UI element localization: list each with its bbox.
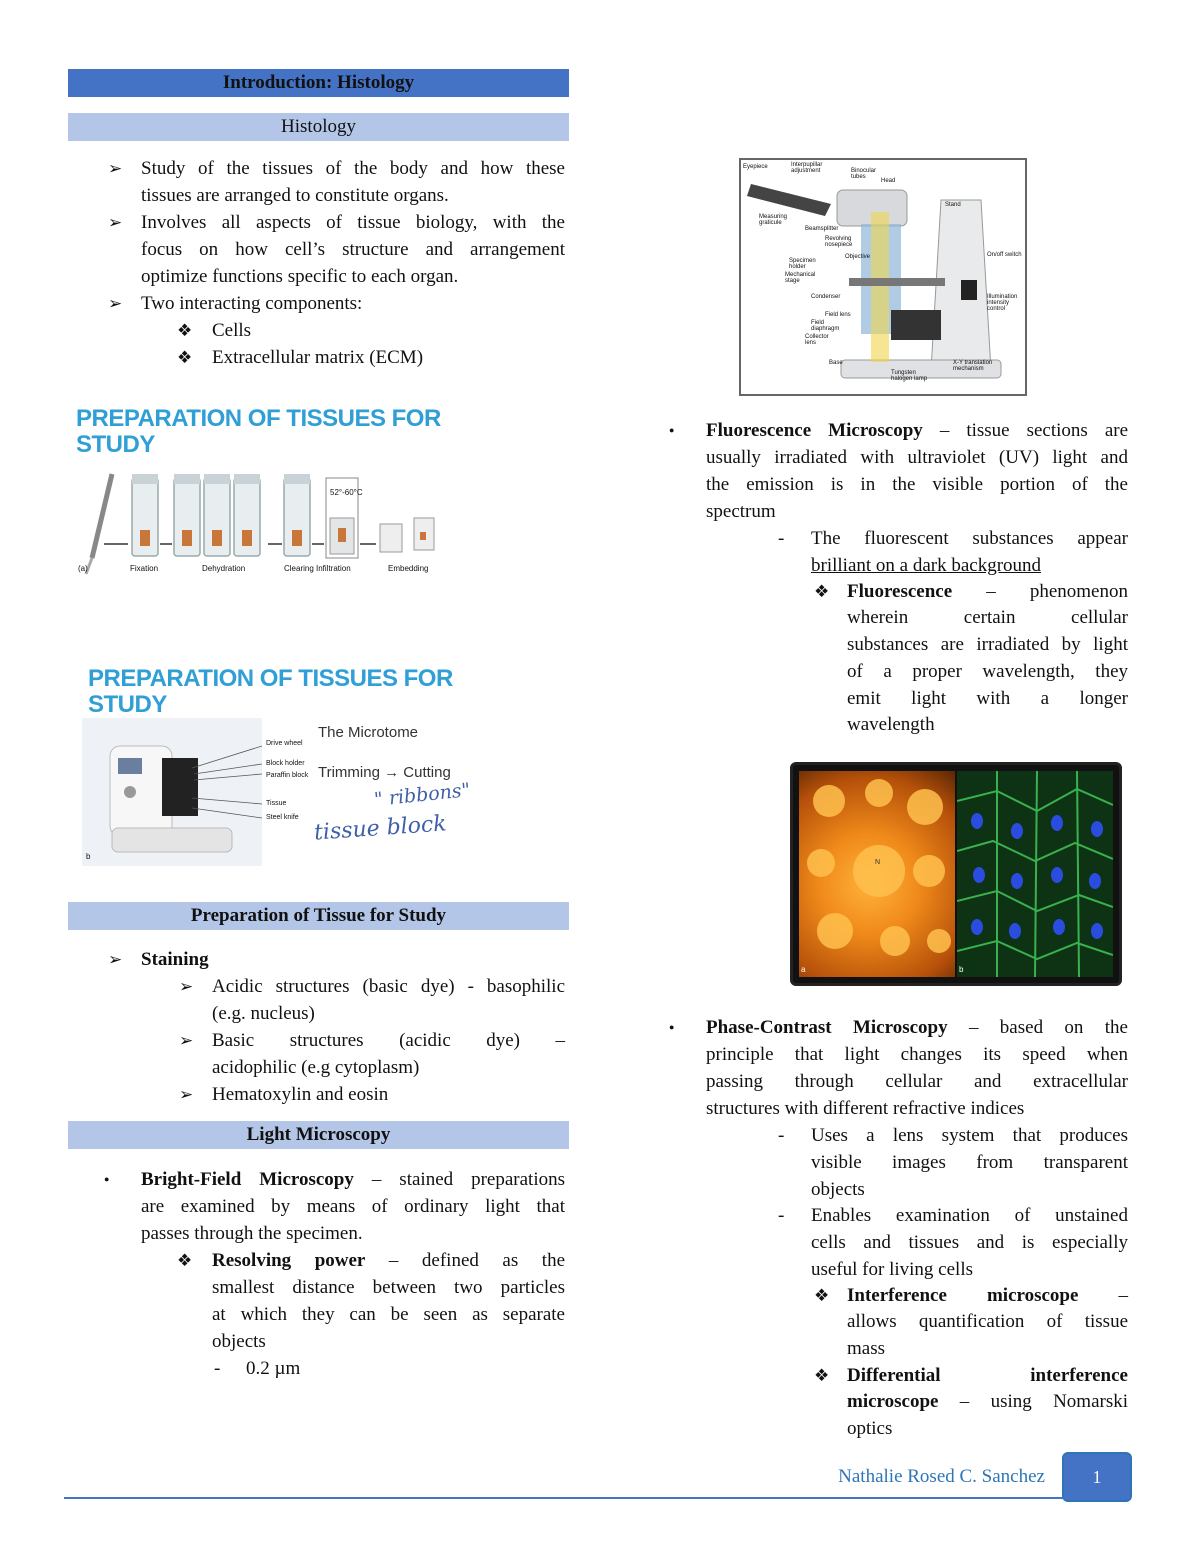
phase-line-3: passing through cellular and extracellular (706, 1071, 1128, 1092)
dash-bullet-icon: - (778, 528, 785, 549)
dash-bullet-icon: - (778, 1205, 785, 1226)
unstained-line-2: cells and tissues and is especially (811, 1232, 1128, 1253)
label-beamsplitter: Beamsplitter (805, 226, 839, 232)
unstained-line-3: useful for living cells (811, 1259, 973, 1280)
round-bullet-icon: ● (669, 1022, 675, 1032)
page-number: 1 (1062, 1452, 1132, 1502)
footer-divider (64, 1497, 1130, 1499)
section-bar-light-microscopy: Light Microscopy (68, 1121, 569, 1149)
histology-point-2-line-2: focus on how cell’s structure and arrangement (141, 239, 565, 260)
phase-line-4: structures with different refractive indices (706, 1098, 1025, 1119)
histology-point-1-line-2: tissues are arranged to constitute organs. (141, 185, 449, 206)
section-subtitle-histology: Histology (68, 113, 569, 141)
label-mechanical-stage: Mechanical stage (785, 272, 816, 284)
bright-field-line-1: Bright-Field Microscopy – stained preparations (141, 1169, 565, 1190)
lens-system-line-2: visible images from transparent (811, 1152, 1128, 1173)
part-steel-knife: Steel knife (266, 814, 299, 821)
microtome-heading: The Microtome (318, 724, 419, 741)
part-drive-wheel: Drive wheel (266, 740, 303, 747)
label-on-off-switch: On/off switch (987, 252, 1022, 258)
round-bullet-icon: ● (104, 1174, 110, 1184)
dic-line-2: microscope – using Nomarski (847, 1391, 1128, 1412)
label-measuring-graticule: Measuring graticule (759, 214, 788, 226)
diamond-bullet-icon: ❖ (814, 1366, 830, 1385)
fluorescence-line-2: usually irradiated with ultraviolet (UV) light and (706, 447, 1128, 468)
bright-field-line-2: are examined by means of ordinary light that (141, 1196, 565, 1217)
histology-point-2-line-1: Involves all aspects of tissue biology, with the (141, 212, 565, 233)
panel-label-b: b (959, 965, 964, 974)
diamond-bullet-icon: ❖ (814, 1286, 830, 1305)
dash-bullet-icon: - (214, 1358, 221, 1379)
slide-preparation-steps (68, 396, 468, 596)
histology-point-3: Two interacting components: (141, 293, 363, 314)
microtome-label-b: b (86, 852, 91, 861)
label-field-lens: Field lens (825, 312, 851, 318)
dic-line-3: optics (847, 1418, 893, 1439)
interference-line-3: mass (847, 1338, 885, 1359)
diamond-bullet-icon: ❖ (177, 1251, 193, 1270)
fluorescence-def-line-4: of a proper wavelength, they (847, 661, 1128, 682)
fluorescent-substances-line-2: brilliant on a dark background (811, 555, 1042, 576)
label-binocular-tubes: Binocular tubes (851, 168, 877, 180)
label-interpupillar: Interpupillar adjustment (791, 162, 823, 174)
part-block-holder: Block holder (266, 760, 305, 767)
fluorescence-def-line-3: substances are irradiated by light (847, 634, 1128, 655)
part-tissue: Tissue (266, 800, 287, 807)
microtome-process: Trimming → Cutting (318, 764, 451, 781)
fluorescent-substances-line-1: The fluorescent substances appear (811, 528, 1128, 549)
label-objective: Objective (845, 254, 871, 260)
tissue-preparation-illustration (68, 462, 468, 596)
acidic-line-2: (e.g. nucleus) (212, 1003, 315, 1024)
round-bullet-icon: ● (669, 425, 675, 435)
slide-microtome (68, 654, 488, 869)
dash-bullet-icon: - (778, 1125, 785, 1146)
resolving-power-line-1: Resolving power – defined as the (212, 1250, 565, 1271)
micrograph-panel-b (957, 771, 1113, 977)
resolving-power-value: 0.2 µm (246, 1358, 301, 1379)
microtome-photo (82, 718, 262, 866)
resolving-power-line-4: objects (212, 1331, 266, 1352)
arrow-bullet-icon: ➢ (179, 977, 194, 996)
label-base: Base (829, 360, 843, 366)
label-condenser: Condenser (811, 294, 841, 300)
label-specimen-holder: Specimen holder (789, 258, 816, 270)
basic-line-2: acidophilic (e.g cytoplasm) (212, 1057, 420, 1078)
footer-author: Nathalie Rosed C. Sanchez (838, 1466, 1045, 1487)
slide-title-line-2: STUDY (76, 431, 155, 458)
resolving-power-line-3: at which they can be seen as separate (212, 1304, 565, 1325)
slide-title-line-1: PREPARATION OF TISSUES FOR (88, 665, 453, 692)
diamond-bullet-icon: ❖ (814, 582, 830, 601)
nucleus-label: N (875, 859, 881, 866)
label-collector-lens: Collector lens (805, 334, 829, 346)
diamond-bullet-icon: ❖ (177, 348, 193, 367)
section-bar-preparation: Preparation of Tissue for Study (68, 902, 569, 930)
resolving-power-line-2: smallest distance between two particles (212, 1277, 565, 1298)
phase-line-1: Phase-Contrast Microscopy – based on the (706, 1017, 1128, 1038)
step-dehydration: Dehydration (202, 564, 246, 573)
hematoxylin-eosin: Hematoxylin and eosin (212, 1084, 389, 1105)
fluorescence-line-4: spectrum (706, 501, 776, 522)
infiltration-temperature: 52°-60°C (330, 488, 363, 497)
label-illumination-control: Illumination intensity control (987, 294, 1018, 312)
fluorescence-def-line-6: wavelength (847, 714, 935, 735)
label-field-diaphragm: Field diaphragm (811, 320, 840, 332)
label-revolving-nosepiece: Revolving nosepiece (825, 236, 853, 248)
microscope-diagram (739, 158, 1027, 396)
handwritten-ribbons: " ribbons" (373, 779, 472, 811)
fluorescence-line-3: the emission is in the visible portion of the (706, 474, 1128, 495)
panel-label-a: a (801, 965, 806, 974)
component-ecm: Extracellular matrix (ECM) (212, 347, 424, 368)
arrow-bullet-icon: ➢ (108, 213, 123, 232)
arrow-bullet-icon: ➢ (179, 1031, 194, 1050)
dic-line-1: Differential interference (847, 1365, 1128, 1386)
section-title-introduction: Introduction: Histology (68, 69, 569, 97)
unstained-line-1: Enables examination of unstained (811, 1205, 1128, 1226)
diamond-bullet-icon: ❖ (177, 321, 193, 340)
micrograph-panel-a (799, 771, 955, 977)
handwritten-tissue-block: tissue block (313, 811, 448, 846)
arrow-bullet-icon: ➢ (108, 294, 123, 313)
phase-line-2: principle that light changes its speed when (706, 1044, 1128, 1065)
staining-heading: Staining (141, 949, 209, 970)
step-fixation: Fixation (130, 564, 159, 573)
interference-line-1: Interference microscope – (847, 1285, 1129, 1306)
step-infiltration: Infiltration (316, 564, 351, 573)
lens-system-line-1: Uses a lens system that produces (811, 1125, 1128, 1146)
arrow-bullet-icon: ➢ (108, 950, 123, 969)
step-clearing: Clearing (284, 564, 314, 573)
fluorescence-def-line-2: wherein certain cellular (847, 607, 1128, 628)
label-xy-translation: X-Y translation mechanism (953, 360, 993, 372)
arrow-bullet-icon: ➢ (108, 159, 123, 178)
step-embedding: Embedding (388, 564, 429, 573)
part-paraffin-block: Paraffin block (266, 772, 309, 779)
bright-field-line-3: passes through the specimen. (141, 1223, 363, 1244)
acidic-line-1: Acidic structures (basic dye) - basophilic (212, 976, 565, 997)
step-label-a: (a) (78, 564, 88, 573)
basic-line-1: Basic structures (acidic dye) – (212, 1030, 565, 1051)
fluorescence-def-line-1: Fluorescence – phenomenon (847, 581, 1128, 602)
histology-point-2-line-3: optimize functions specific to each organ. (141, 266, 459, 287)
fluorescence-micrograph (790, 762, 1122, 986)
component-cells: Cells (212, 320, 252, 341)
slide-title-line-2: STUDY (88, 691, 167, 718)
fluorescence-def-line-5: emit light with a longer (847, 688, 1128, 709)
label-stand: Stand (945, 202, 961, 208)
slide-title-line-1: PREPARATION OF TISSUES FOR (76, 405, 441, 432)
label-eyepiece: Eyepiece (743, 164, 768, 170)
interference-line-2: allows quantification of tissue (847, 1311, 1128, 1332)
lens-system-line-3: objects (811, 1179, 865, 1200)
label-head: Head (881, 178, 896, 184)
histology-point-1-line-1: Study of the tissues of the body and how these (141, 158, 565, 179)
fluorescence-line-1: Fluorescence Microscopy – tissue sections are (706, 420, 1129, 441)
label-tungsten-lamp: Tungsten halogen lamp (891, 370, 928, 382)
arrow-bullet-icon: ➢ (179, 1085, 194, 1104)
